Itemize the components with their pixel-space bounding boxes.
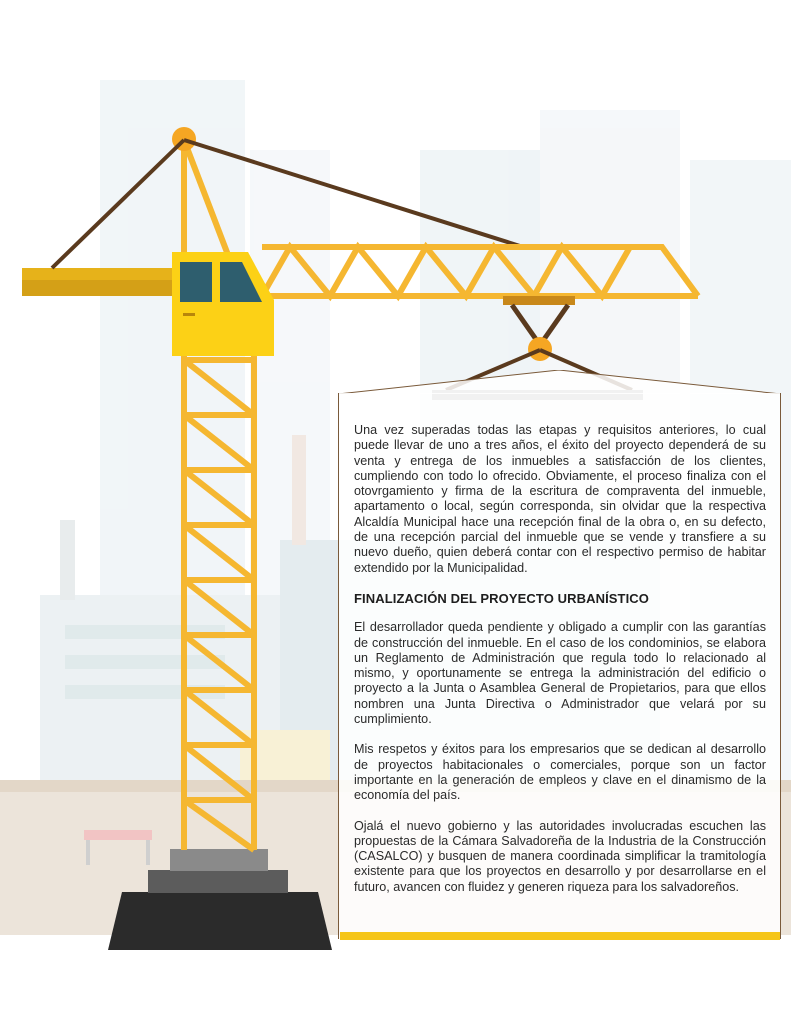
section-heading: FINALIZACIÓN DEL PROYECTO URBANÍSTICO bbox=[354, 590, 650, 606]
accent-bar bbox=[340, 932, 780, 940]
article-paragraph: Ojalá el nuevo gobierno y las autoridades involucradas escuchen las propuestas de la Cámara Salvadoreña de la Industria de la Construcción (CASALCO) y busquen de manera coordinada simplificar la tramitología existente para que los proyectos en desarrollo y por desarrollarse en el futuro, avancen con fluidez y generen riqueza para los salvadoreños. bbox=[354, 818, 766, 894]
article-text-panel bbox=[338, 393, 781, 939]
article-paragraph: Una vez superadas todas las etapas y requisitos anteriores, lo cual puede llevar de uno a tres años, el éxito del proyecto dependerá de su venta y entrega de los inmuebles a satisfacción de los clientes, cumpliendo con todo lo ofrecido. Obviamente, el proceso finaliza con el otovrgamiento y firma de la escritura de compraventa del inmueble, apartamento o local, según corresponda, sin olvidar que la respectiva Alcaldía Municipal hace una recepción final de la obra o, en su defecto, de una recepción parcial del inmueble que se vende y transfiere a su nuevo dueño, quien deberá contar con el respectivo permiso de habitar extendido por la Municipalidad. bbox=[354, 423, 766, 575]
article-paragraph: Mis respetos y éxitos para los empresarios que se dedican al desarrollo de proyectos habitacionales o comerciales, porque son un factor importante en la generación de empleos y clave en el dinamismo de la economía del país. bbox=[354, 742, 766, 803]
article-paragraph: El desarrollador queda pendiente y obligado a cumplir con las garantías de construcción del inmueble. En el caso de los condominios, se elabora un Reglamento de Administración que regula todo lo relacionado al mismo, y oportunamente se entrega la administración del edificio o proyecto a la Junta o Asamblea General de Propietarios, para que ellos nombren una Junta Directiva o Administrador que velará por su cumplimiento. bbox=[354, 620, 766, 727]
text-panel-roof bbox=[338, 370, 781, 394]
